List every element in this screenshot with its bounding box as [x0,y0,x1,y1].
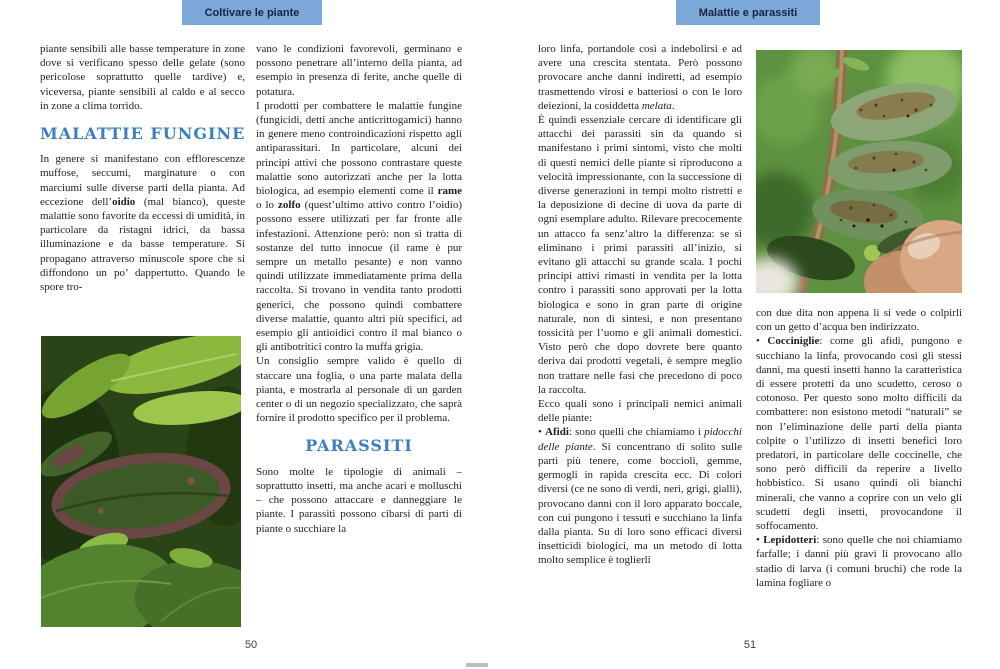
right-page-column-2 [756,306,962,651]
paragraph: • Lepidotteri: sono quelle che noi chiamiamo farfalle; i danni più gravi li provocano allo stadio di larva (i comuni bruchi) che rode la lamina fogliare o [756,534,962,589]
infested-branch-illustration [756,50,962,293]
running-head-right: Malattie e parassiti [676,0,820,25]
paragraph: • Cocciniglie: come gli afidi, pungono e succhiano la linfa, provocando così gli stessi danni, ma questi insetti hanno la caratteristica di essere protetti da uno scudetto, ceroso o cotonoso. Per questo sono molto difficili da combattere: non esistono metodi “naturali” se non l’eliminazione delle parti della pianta colpite o l’utilizzo di insetti benefici loro predatori, in particolare delle coccinelle, che sono però difficili da reperire a livello hobbistico. Si usano quindi oli bianchi minerali, che vanno a coprire con un velo gli scudetti degli insetti, provocandone il soffocamento. [756,335,962,533]
right-page-column-1 [538,42,742,648]
left-page-column-1 [40,42,245,338]
paragraph: vano le condizioni favorevoli, germinano e possono penetrare all’interno della pianta, ad esempio in presenza di ferite, anche quelle di potatura. [256,43,462,98]
page-number-left: 50 [244,639,258,651]
paragraph: In genere si manifestano con efflorescenze muffose, seccumi, marginature o con marciumi sulle diverse parti della pianta. Ad eccezione dell’oidio (mal bianco), queste malattie sono favorite da eccessi di umidità, in particolare da ristagni idrici, da bassa illuminazione e da basse temperature. Si propagano attraverso minuscole spore che si diffondono un po’ dappertutto. Quando le spore tro- [40,153,245,294]
diseased-leaves-photo [41,336,241,627]
paragraph: I prodotti per combattere le malattie fungine (fungicidi, detti anche anticrittogamici) hanno in genere meno controindicazioni rispetto agli antiparassitari. In particolare, alcuni dei principi attivi che possono contrastare queste malattie sono autorizzati anche per la lotta biologica, ad esempio elementi come il rame o lo zolfo (quest’ultimo attivo contro l’oidio) possono essere utilizzati per far fronte alle infestazioni. Attenzione però: non si tratta di sostanze del tutto innocue (il rame è pur sempre un metallo pesante) e non vanno quindi utilizzate immediatamente prima della raccolta. Si trovano in vendita tanto prodotti generici, che possono quindi combattere diverse malattie, quanto altri più specifici, ad esempio gli antioidici contro il mal bianco o gli antibotritici contro la muffa grigia. [256,99,462,354]
diseased-leaves-illustration [41,336,241,627]
spread-center-mark [466,663,488,667]
left-page-column-2 [256,42,462,642]
section-heading: MALATTIE FUNGINE [40,124,245,144]
running-head-left: Coltivare le piante [182,0,322,25]
paragraph: Sono molte le tipologie di animali – soprattutto insetti, ma anche acari e molluschi – che possono attaccare e danneggiare le piante. I parassiti possono cibarsi di parti di piante o succhiare la [256,465,462,535]
paragraph: con due dita non appena li si vede o colpirli con un getto d’acqua ben indirizzato. [756,307,962,334]
paragraph: • Afidi: sono quelli che chiamiamo i pidocchi delle piante. Si concentrano di solito sulle parti più tenere, come boccioli, gemme, germogli in rapida crescita ecc. Di colori diversi (ce ne sono di verdi, neri, grigi, gialli), provocano danni con il loro apparato boccale, con cui pungono i tessuti e succhiano la linfa dalla pianta. Su di loro sono efficaci diversi insetticidi biologici, ma un metodo di lotta molto semplice è toglierli [538,426,742,567]
paragraph: Ecco quali sono i principali nemici animali delle piante: [538,398,742,425]
infested-branch-photo [756,50,962,293]
paragraph: piante sensibili alle basse temperature in zone dove si verificano spesso delle gelate (sono pericolose soprattutto quelle tardive) e, viceversa, piante sensibili al caldo e al secco in zone a clima torrido. [40,43,245,112]
page-number-right: 51 [743,639,757,651]
paragraph: È quindi essenziale cercare di identificare gli attacchi dei parassiti sin da quando si manifestano i primi sintomi, visto che molti di questi nemici delle piante si riproducono a velocità impressionante, con la successione di diverse generazioni in tempi molto ristretti e la deposizione di decine di uova da parte di ogni esemplare adulto. Rilevare precocemente un attacco fa senz’altro la differenza: se si eliminano i primi parassiti all’inizio, si evitano gli attacchi su grande scala. I pochi principi attivi rimasti in vendita per la lotta contro i parassiti sono approvati per la lotta biologica e sono in gran parte di origine naturale, non di sintesi, e non presentano tossicità per l’uomo e gli animali domestici. Visto però che dopo dovrete bere quanto deriva dai prodotti vegetali, è sempre meglio non trattare nelle fasi che precedono di poco la raccolta. [538,114,742,396]
paragraph: Un consiglio sempre valido è quello di staccare una foglia, o una parte malata della pianta, e mostrarla al personale di un garden center o di un negozio specializzato, che saprà fornire il prodotto specifico per il problema. [256,355,462,425]
paragraph: loro linfa, portandole così a indebolirsi e ad avere una crescita stentata. Però possono provocare anche danni indiretti, ad esempio trasmettendo virosi e batteriosi o con le loro deiezioni, la cosiddetta melata. [538,43,742,112]
section-heading: PARASSITI [305,436,413,456]
